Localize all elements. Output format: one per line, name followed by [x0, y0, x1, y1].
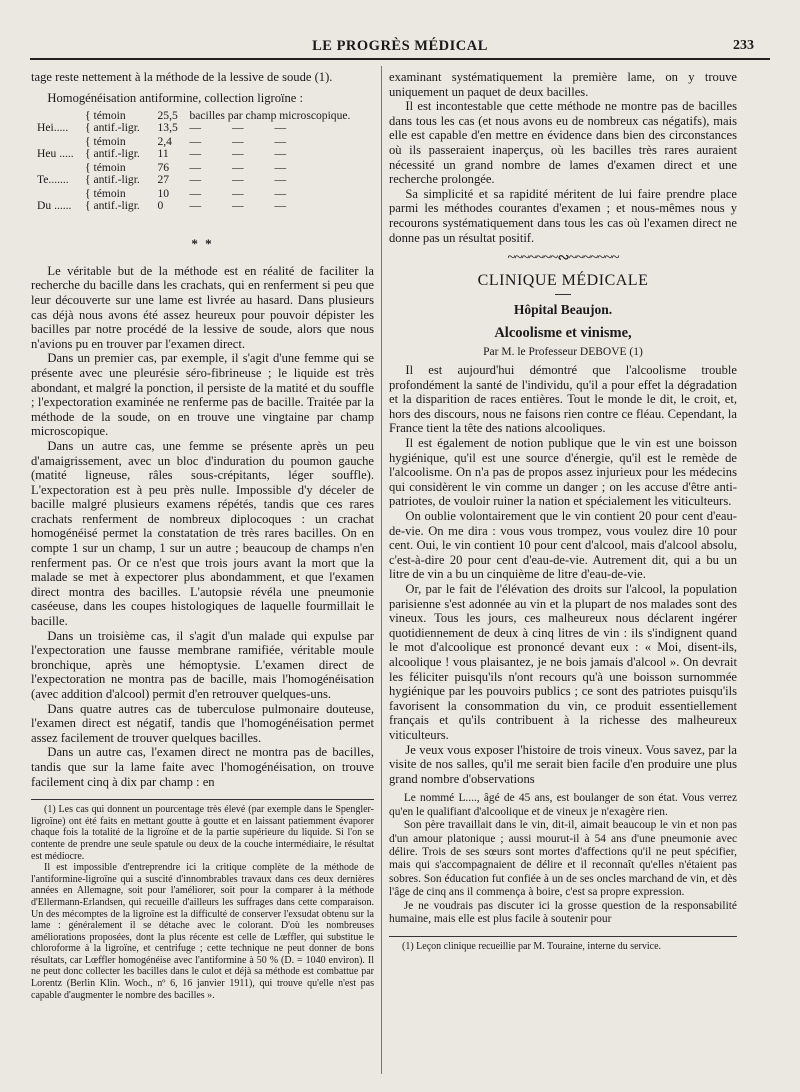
case-paragraph: Son père travaillait dans le vin, dit-il, aimait beaucoup le vin et non pas d'un amour platonique ; aussi mourut-il à 54 ans d'une pneumonie avec délire. Trois de ses sœurs sont mortes d'affections qu'il ne peut spécifier, mais qui s'accompagnaient de délire et il reconnaît qu'elles n'étaient pas sobres. Son éducation fut confiée à un de ses oncles marchand de vin, et dès l'âge de cinq ans il commença à boire, c'est sa propre expression. — [389, 819, 737, 899]
paragraph: Or, par le fait de l'élévation des droits sur l'alcool, la population parisienne s'est adonnée au vin et la plupart de nos malades sont des vineux. Tous les jours, ces malheureux nous déclarent ingérer quotidiennement de deux à cinq litres de vin : ils s'indignent quand le mot d'alcoolique est prononcé devant eux : « Moi, disent-ils, alcoolique ! vous plaisantez, je ne bois jamais d'alcool ». On devrait les féliciter puisqu'ils n'ont recours qu'à une boisson surnommée hygiénique par les pouvoirs publics ; ce sont des patriotes puisqu'ils favorisent la consommation du vin, ce produit essentiellement français et qu'ils contribuent à la richesse des malheureux viticulteurs. — [389, 582, 737, 742]
table-row: { témoin 76 — — — — [85, 161, 301, 175]
case-paragraph: Le nommé L...., âgé de 45 ans, est boulanger de son état. Vous verrez qu'en le qualifiant d'alcoolique et de vineux je n'exagère rien. — [389, 792, 737, 818]
paragraph: examinant systématiquement la première lame, on y trouve uniquement un paquet de deux bacilles. — [389, 70, 737, 99]
case-paragraph: Je ne voudrais pas discuter ici la grosse question de la responsabilité humaine, mais elle est plus facile à soutenir pour — [389, 899, 737, 925]
heading-rule — [555, 294, 571, 295]
paragraph: Dans un troisième cas, il s'agit d'un malade qui expulse par l'expectoration une fausse membrane ramifiée, véritable moule bronchique, après une hémoptysie. L'examen direct de l'expectoration ne montra pas de bacille, mais l'homogénéisation (avec addition d'alcool) permit d'en retrouver quelques-uns. — [31, 628, 374, 701]
footnote: (1) Les cas qui donnent un pourcentage très élevé (par exemple dans le Spengler-ligroïne) ont été faits en mettant goutte à goutte et en laissant patiemment évaporer chaque fois la totalité de la ligroïne et de la partie supérieure du liquide. Si l'on se contente de prendre une seule spatule ou deux de la couche intermédiaire, le résultat est médiocre. — [31, 804, 374, 862]
footnote-rule — [389, 936, 737, 937]
section-heading: CLINIQUE MÉDICALE — [477, 271, 649, 289]
paragraph: Il est incontestable que cette méthode ne montre pas de bacilles dans tous les cas (et nous avons eu de nombreux cas négatifs), mais elle est capable d'en mettre en évidence dans bien des circonstances où ils passeraient inaperçus, où les bacilles très rares auraient nécessité un grand nombre de lames d'examen direct et une recherche prolongée. — [389, 99, 737, 187]
section-stars: * * — [191, 236, 214, 252]
paragraph: Dans un premier cas, par exemple, il s'agit d'une femme qui se présente avec une pleurésie séro-fibrineuse ; le liquide est très abondant, et malgré la ponction, il persiste de la matité et du souffle ; l'expectoration examinée ne renferme pas de bacille. Traitée par la méthode de la soude, on en trouve une vingtaine par champ microscopique. — [31, 351, 374, 439]
paragraph: Il est également de notion publique que le vin est une boisson hygiénique, qu'il est une source d'énergie, qu'il est le remède de l'alcoolisme. On n'a pas de propos assez injurieux pour les médecins qui considèrent le vin comme un danger ; on les accuse d'être anti-patriotes, de vouloir ruiner la nation et spécialement les viticulteurs. — [389, 436, 737, 509]
paragraph: Il est aujourd'hui démontré que l'alcoolisme trouble profondément la santé de l'individu, qu'il a pour effet la dégradation et la disparition de races entières. Tout le monde le dit, le croit, et, hors des discours, nous ne faisons rien contre ce fléau. Cependant, la France tient la tête des nations alcooliques. — [389, 363, 737, 436]
header-rule — [30, 58, 770, 60]
table-row: { antif.-ligr. 13,5 — — — — [85, 121, 301, 135]
row-label-heu: Heu ..... — [37, 147, 74, 161]
paragraph: On oublie volontairement que le vin contient 20 pour cent d'eau-de-vie. On me dira : vous vous trompez, vous voulez dire 10 pour cent. Oui, le vin contient 10 pour cent d'alcool, mais d'alcool absolu, c'est-à-dire 20 pour cent d'eau-de-vie. Autrement dit, qui a bu un litre de vin a bu un cinquième de litre d'eau-de-vie. — [389, 509, 737, 582]
paragraph: Dans un autre cas, une femme se présente après un peu d'amaigrissement, avec un bloc d'induration du poumon gauche (matité ligneuse, râles sous-crépitants, léger souffle). L'expectoration est à peu près nulle. Impossible d'y déceler de bacille malgré plusieurs examens répétés, tandis que ces rares crachats renferment de nombreux diplocoques : un crachat homogénéisé permet la constatation de très rares bacilles. On en compte 1 sur un champ, 1 sur un autre ; beaucoup de champs n'en renferment pas. Or ce n'est que trois jours avant la mort que la malade se met à expectorer plus abondamment, et que l'examen direct montra des bacilles. L'autopsie révéla une pneumonie caséeuse, dans les coupes histologiques de laquelle fourmillait le bacille. — [31, 438, 374, 629]
author-byline: Par M. le Professeur DEBOVE (1) — [483, 345, 643, 358]
column-divider — [381, 66, 382, 1074]
left-column — [31, 70, 374, 1080]
journal-title: LE PROGRÈS MÉDICAL — [312, 38, 488, 54]
paragraph: Dans quatre autres cas de tuberculose pulmonaire douteuse, l'examen direct est négatif, tandis que l'homogénéisation permet assez facilement de trouver quelques bacilles. — [31, 701, 374, 745]
results-table — [31, 107, 374, 227]
intro-text: tage reste nettement à la méthode de la lessive de soude (1). — [31, 70, 333, 84]
right-column — [389, 70, 737, 1080]
footnote: (1) Leçon clinique recueillie par M. Touraine, interne du service. — [402, 941, 662, 953]
footnote-rule — [31, 799, 374, 800]
row-label-hei: Hei..... — [37, 121, 69, 135]
table-row: { antif.-ligr. 27 — — — — [85, 173, 301, 187]
paragraph: Je veux vous exposer l'histoire de trois vineux. Vous savez, par la visite de nos salles, qu'il me serait bien facile d'en produire une plus grand nombre d'observations — [389, 742, 737, 786]
footnote: Il est impossible d'entreprendre ici la critique complète de la méthode de l'antiformine-ligroïne qui a suscité d'innombrables travaux dans ces deux dernières années en Allemagne, soit pour l'améliorer, soit pour la comparer à la méthode d'Ellermann-Erlandsen, qui recueille d'ailleurs les suffrages dans cette comparaison. Un des mécomptes de la ligroïne est la difficulté de conserver l'exsudat obtenu sur la lame : généralement il se détache avec le colorant. D'où les nombreuses améliorations proposées, dont la plus récente est celle de Lœffler, qui substitue le chloroforme à la ligroïne, et centrifuge ; cette technique ne peut donner de bons résultats, car Lœffler homogénéise avec l'antiformine à 50 % (D. = 1040 environ). Il ne peut donc collecter les bacilles dans le culot et déjà sa méthode est combattue par Lorentz (Berlin Klin. Woch., nº 6, 16 janvier 1911), qui trouve qu'elle n'est pas capable d'augmenter le nombre des bacilles ». — [31, 862, 374, 1001]
article-title: Alcoolisme et vinisme, — [494, 324, 632, 341]
paragraph: Dans un autre cas, l'examen direct ne montra pas de bacilles, tandis que sur la lame faite avec l'homogénéisation, on trouve facilement cinq à dix par champ : en — [31, 745, 374, 789]
table-row: { témoin 10 — — — — [85, 187, 301, 201]
table-row: { antif.-ligr. 11 — — — — [85, 147, 301, 161]
page-number: 233 — [733, 38, 754, 53]
row-label-te: Te....... — [37, 173, 69, 187]
ornament-divider: ~~~~~~~∾~~~~~~~ — [507, 250, 619, 267]
paragraph: Le véritable but de la méthode est en réalité de faciliter la recherche du bacille dans les crachats, qui en renferment si peu que leur découverte sur une lame est livrée au hasard. Dans plusieurs cas déjà nous avons été assez heureux pour pouvoir dépister les bacilles par notre procédé de la lessive de soude, alors que nous n'avions pu en trouver par l'examen direct. — [31, 263, 374, 351]
table-row: { témoin 2,4 — — — — [85, 135, 301, 149]
table-title: Homogénéisation antiformine, collection ligroïne : — [47, 90, 304, 105]
paragraph: Sa simplicité et sa rapidité méritent de lui faire prendre place parmi les méthodes courantes d'examen ; et nous-mêmes nous y recourons systématiquement dans tous les cas où l'examen direct ne donne pas un résultat positif. — [389, 186, 737, 245]
table-row: { témoin 25,5 bacilles par champ microscopique. — [85, 109, 351, 123]
row-label-du: Du ...... — [37, 199, 72, 213]
hospital-heading: Hôpital Beaujon. — [513, 302, 613, 318]
table-row: { antif.-ligr. 0 — — — — [85, 199, 301, 213]
